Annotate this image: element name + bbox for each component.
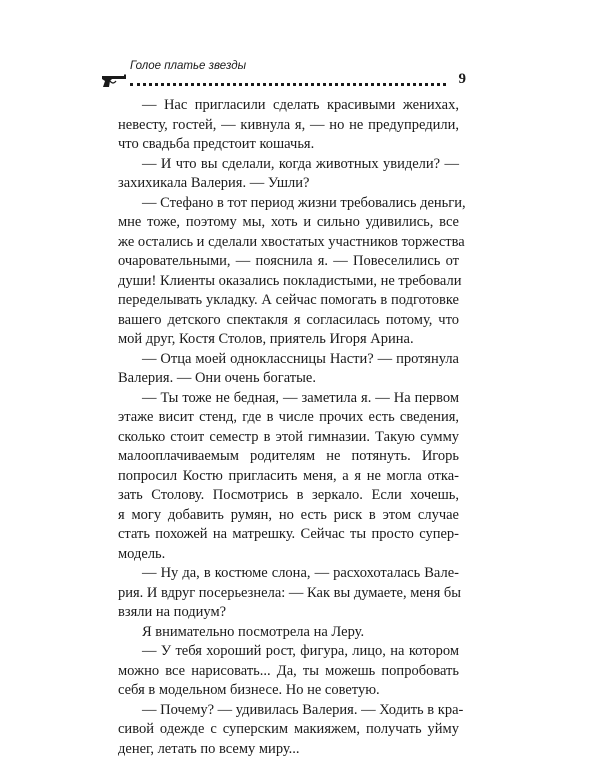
text-line: можно все нарисовать... Да, ты можешь попробовать — [118, 662, 459, 682]
text-line: вашего детского спектакля я согласилась потому, что — [118, 311, 459, 331]
dotted-rule — [130, 83, 446, 86]
text-line: малооплачиваемым родителям не потянуть. Игорь — [118, 447, 459, 467]
page-number: 9 — [459, 71, 467, 88]
text-line: — Нас пригласили сделать красивыми женихах, — [118, 96, 459, 116]
text-line: взяли на подиум? — [118, 603, 459, 623]
text-line: невесту, гостей, — кивнула я, — но не предупредили, — [118, 116, 459, 136]
running-title: Голое платье звезды — [130, 60, 246, 72]
text-line: денег, летать по всему миру... — [118, 740, 459, 759]
text-line: сивой одежде с суперским макияжем, получать уйму — [118, 720, 459, 740]
text-line: очаровательными, — пояснила я. — Повеселились от — [118, 252, 459, 272]
revolver-icon — [100, 73, 130, 89]
text-line: переделывать укладку. А сейчас помогать в подготовке — [118, 291, 459, 311]
body-text — [118, 96, 459, 759]
text-line: — Отца моей одноклассницы Насти? — протянула — [118, 350, 459, 370]
text-line: попросил Костю пригласить меня, а я не могла отка- — [118, 467, 459, 487]
text-line: души! Клиенты оказались покладистыми, не требовали — [118, 272, 459, 292]
text-line: Я внимательно посмотрела на Леру. — [118, 623, 459, 643]
text-line: захихикала Валерия. — Ушли? — [118, 174, 459, 194]
text-line: себя в модельном бизнесе. Но не советую. — [118, 681, 459, 701]
text-line: сколько стоит семестр в этой гимназии. Такую сумму — [118, 428, 459, 448]
text-line: — У тебя хороший рост, фигура, лицо, на котором — [118, 642, 459, 662]
page-header — [100, 56, 472, 90]
text-line: что свадьба предстоит кошачья. — [118, 135, 459, 155]
text-line: я могу добавить румян, но есть риск в этом случае — [118, 506, 459, 526]
text-line: же остались и сделали хвостатых участников торжества — [118, 233, 459, 253]
text-line: — Почему? — удивилась Валерия. — Ходить в кра- — [118, 701, 459, 721]
text-line: — И что вы сделали, когда животных увидели? — — [118, 155, 459, 175]
text-line: мне тоже, поэтому мы, хоть и сильно удивились, все — [118, 213, 459, 233]
text-line: — Ты тоже не бедная, — заметила я. — На первом — [118, 389, 459, 409]
text-line: модель. — [118, 545, 459, 565]
text-line: — Ну да, в костюме слона, — расхохоталась Вале- — [118, 564, 459, 584]
text-line: этаже висит стенд, где в числе прочих есть сведения, — [118, 408, 459, 428]
text-line: зать Столову. Посмотрись в зеркало. Если хочешь, — [118, 486, 459, 506]
text-line: Валерия. — Они очень богатые. — [118, 369, 459, 389]
text-line: стать похожей на матрешку. Сейчас ты просто супер- — [118, 525, 459, 545]
text-line: мой друг, Костя Столов, приятель Игоря Арина. — [118, 330, 459, 350]
text-line: — Стефано в тот период жизни требовались деньги, — [118, 194, 459, 214]
text-line: рия. И вдруг посерьезнела: — Как вы думаете, меня бы — [118, 584, 459, 604]
